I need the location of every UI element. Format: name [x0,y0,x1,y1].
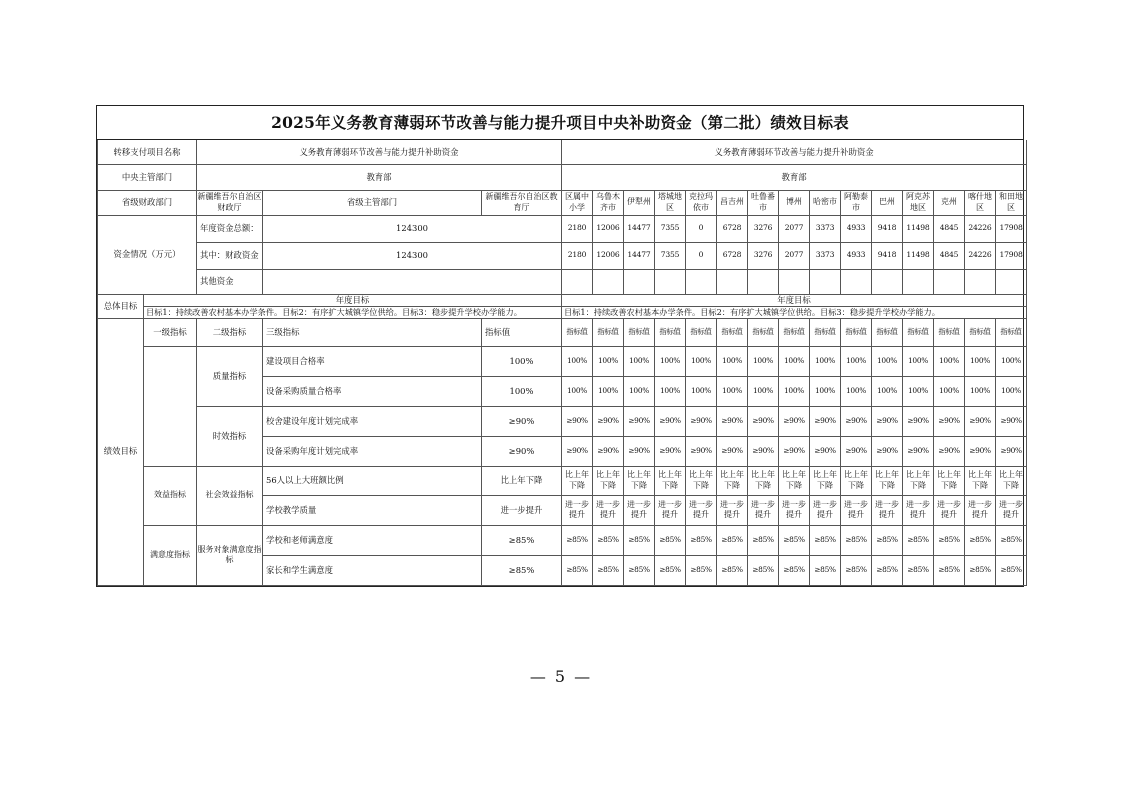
region-finance-value: 3373 [810,242,841,269]
region-indicator-value: ≥90% [934,436,965,466]
region-finance-value: 12006 [593,242,624,269]
level1-output [144,346,197,466]
page-number: — 5 — [529,667,593,686]
level2-social-benefit: 社会效益指标 [197,466,263,525]
region-indicator-value: ≥85% [810,555,841,585]
region-indicator-value: ≥85% [872,525,903,555]
region-finance-value: 3276 [748,242,779,269]
level2-quality: 质量指标 [197,346,263,406]
level1-header: 一级指标 [144,318,197,346]
region-other-value [624,269,655,294]
annual-goal-left-header: 年度目标 [144,294,562,306]
region-indicator-value: ≥85% [624,555,655,585]
indicator-name: 56人以上大班额比例 [263,466,482,495]
region-indicator-value: 比上年下降 [624,466,655,495]
finance-funds-value: 124300 [263,242,562,269]
region-indicator-value: 100% [996,346,1027,376]
indicator-value-header: 指标值 [482,318,562,346]
annual-goal-right-text: 目标1：持续改善农村基本办学条件。目标2：有序扩大城镇学位供给。目标3：稳步提升学校办学能力。 [562,306,1027,318]
region-header: 喀什地区 [965,190,996,215]
indicator-value-header: 指标值 [934,318,965,346]
region-indicator-value: 比上年下降 [934,466,965,495]
region-indicator-value: 比上年下降 [779,466,810,495]
region-indicator-value: 100% [841,346,872,376]
region-indicator-value: 100% [903,376,934,406]
performance-target-sheet [96,105,1024,587]
indicator-name: 学校和老师满意度 [263,525,482,555]
region-finance-value: 11498 [903,242,934,269]
region-total-value: 2180 [562,215,593,242]
other-funds-label: 其他资金 [197,269,263,294]
region-indicator-value: ≥85% [965,555,996,585]
region-indicator-value: 100% [624,346,655,376]
region-indicator-value: ≥85% [655,525,686,555]
prov-dept-name: 新疆维吾尔自治区教育厅 [482,190,562,215]
region-header: 伊犁州 [624,190,655,215]
region-indicator-value: ≥85% [810,525,841,555]
annual-total-value: 124300 [263,215,562,242]
region-total-value: 4933 [841,215,872,242]
indicator-value-header: 指标值 [655,318,686,346]
region-indicator-value: ≥90% [810,406,841,436]
region-total-value: 7355 [655,215,686,242]
region-indicator-value: ≥85% [841,525,872,555]
performance-goal-label: 绩效目标 [98,318,144,585]
region-indicator-value: ≥90% [872,436,903,466]
region-indicator-value: 进一步提升 [748,495,779,525]
region-indicator-value: ≥90% [655,406,686,436]
indicator-target: ≥85% [482,525,562,555]
region-indicator-value: ≥90% [903,436,934,466]
indicator-value-header: 指标值 [810,318,841,346]
region-indicator-value: 比上年下降 [686,466,717,495]
central-dept-label: 中央主管部门 [98,164,197,190]
region-indicator-value: ≥90% [996,436,1027,466]
region-indicator-value: ≥90% [996,406,1027,436]
region-header: 塔城地区 [655,190,686,215]
region-indicator-value: ≥85% [903,555,934,585]
region-header: 阿克苏地区 [903,190,934,215]
region-indicator-value: 100% [748,376,779,406]
region-indicator-value: ≥90% [562,436,593,466]
region-indicator-value: 比上年下降 [872,466,903,495]
region-indicator-value: 进一步提升 [965,495,996,525]
region-indicator-value: 进一步提升 [562,495,593,525]
overall-goal-label: 总体目标 [98,294,144,318]
region-indicator-value: ≥90% [717,436,748,466]
indicator-target: 100% [482,346,562,376]
region-total-value: 24226 [965,215,996,242]
region-indicator-value: 100% [593,346,624,376]
region-indicator-value: 进一步提升 [810,495,841,525]
indicator-value-header: 指标值 [996,318,1027,346]
level1-benefit: 效益指标 [144,466,197,525]
region-total-value: 2077 [779,215,810,242]
region-other-value [748,269,779,294]
region-other-value [717,269,748,294]
region-total-value: 4845 [934,215,965,242]
annual-goal-right-header: 年度目标 [562,294,1027,306]
region-indicator-value: ≥90% [686,406,717,436]
region-other-value [686,269,717,294]
region-indicator-value: 100% [655,346,686,376]
region-header: 和田地区 [996,190,1027,215]
region-header: 阿勒泰市 [841,190,872,215]
finance-funds-label: 其中：财政资金 [197,242,263,269]
indicator-value-header: 指标值 [562,318,593,346]
indicator-target: ≥90% [482,406,562,436]
region-indicator-value: 100% [717,376,748,406]
region-finance-value: 4845 [934,242,965,269]
region-indicator-value: ≥85% [934,555,965,585]
region-indicator-value: 100% [810,376,841,406]
region-indicator-value: ≥85% [717,555,748,585]
region-indicator-value: ≥85% [562,555,593,585]
region-header: 乌鲁木齐市 [593,190,624,215]
region-finance-value: 17908 [996,242,1027,269]
region-indicator-value: 100% [965,346,996,376]
region-indicator-value: 进一步提升 [841,495,872,525]
region-finance-value: 7355 [655,242,686,269]
region-indicator-value: 比上年下降 [562,466,593,495]
region-indicator-value: 100% [593,376,624,406]
region-indicator-value: 进一步提升 [593,495,624,525]
indicator-value-header: 指标值 [717,318,748,346]
region-indicator-value: ≥85% [903,525,934,555]
region-indicator-value: ≥90% [779,436,810,466]
region-other-value [934,269,965,294]
indicator-value-header: 指标值 [779,318,810,346]
project-name-right: 义务教育薄弱环节改善与能力提升补助资金 [562,140,1027,164]
region-indicator-value: 比上年下降 [717,466,748,495]
region-indicator-value: 100% [841,376,872,406]
region-finance-value: 2180 [562,242,593,269]
region-indicator-value: ≥90% [872,406,903,436]
region-other-value [779,269,810,294]
region-indicator-value: 100% [965,376,996,406]
region-other-value [872,269,903,294]
region-finance-value: 0 [686,242,717,269]
region-header: 博州 [779,190,810,215]
indicator-value-header: 指标值 [748,318,779,346]
region-indicator-value: ≥90% [748,406,779,436]
region-finance-value: 6728 [717,242,748,269]
region-other-value [996,269,1027,294]
region-indicator-value: 进一步提升 [717,495,748,525]
region-indicator-value: 进一步提升 [934,495,965,525]
region-indicator-value: ≥90% [624,436,655,466]
indicator-target: ≥85% [482,555,562,585]
indicator-value-header: 指标值 [841,318,872,346]
indicator-value-header: 指标值 [872,318,903,346]
region-indicator-value: 进一步提升 [903,495,934,525]
level2-timeliness: 时效指标 [197,406,263,466]
region-indicator-value: 100% [934,346,965,376]
region-indicator-value: ≥90% [810,436,841,466]
region-finance-value: 24226 [965,242,996,269]
project-name-left: 义务教育薄弱环节改善与能力提升补助资金 [197,140,562,164]
level2-service-satisfaction: 服务对象满意度指标 [197,525,263,585]
region-indicator-value: ≥85% [779,525,810,555]
region-indicator-value: 比上年下降 [810,466,841,495]
indicator-value-header: 指标值 [965,318,996,346]
region-indicator-value: ≥85% [996,555,1027,585]
region-indicator-value: 100% [624,376,655,406]
region-indicator-value: 比上年下降 [593,466,624,495]
region-indicator-value: ≥85% [934,525,965,555]
region-indicator-value: ≥85% [686,555,717,585]
region-indicator-value: 100% [655,376,686,406]
region-indicator-value: ≥85% [655,555,686,585]
region-finance-value: 9418 [872,242,903,269]
region-indicator-value: 100% [872,346,903,376]
region-finance-value: 14477 [624,242,655,269]
region-indicator-value: 进一步提升 [996,495,1027,525]
region-indicator-value: ≥85% [779,555,810,585]
indicator-target: 进一步提升 [482,495,562,525]
region-other-value [593,269,624,294]
project-name-label: 转移支付项目名称 [98,140,197,164]
region-indicator-value: ≥90% [717,406,748,436]
region-indicator-value: ≥90% [779,406,810,436]
region-total-value: 17908 [996,215,1027,242]
region-indicator-value: 比上年下降 [841,466,872,495]
annual-total-label: 年度资金总额： [197,215,263,242]
level3-header: 三级指标 [263,318,482,346]
region-indicator-value: 100% [779,346,810,376]
region-indicator-value: ≥90% [841,436,872,466]
region-indicator-value: ≥90% [965,436,996,466]
indicator-name: 设备采购质量合格率 [263,376,482,406]
region-indicator-value: 进一步提升 [624,495,655,525]
region-finance-value: 4933 [841,242,872,269]
region-indicator-value: 进一步提升 [872,495,903,525]
region-indicator-value: ≥90% [934,406,965,436]
region-indicator-value: 100% [686,376,717,406]
region-indicator-value: 比上年下降 [965,466,996,495]
region-indicator-value: ≥90% [593,436,624,466]
region-indicator-value: ≥90% [655,436,686,466]
region-indicator-value: 进一步提升 [655,495,686,525]
region-indicator-value: ≥85% [686,525,717,555]
region-indicator-value: ≥90% [686,436,717,466]
region-indicator-value: ≥85% [996,525,1027,555]
region-finance-value: 2077 [779,242,810,269]
region-indicator-value: ≥90% [748,436,779,466]
level1-satisfaction: 满意度指标 [144,525,197,585]
region-indicator-value: ≥85% [841,555,872,585]
region-indicator-value: 100% [779,376,810,406]
region-indicator-value: 100% [810,346,841,376]
region-indicator-value: 比上年下降 [748,466,779,495]
prov-finance-label: 省级财政部门 [98,190,197,215]
performance-target-table [97,140,1027,586]
region-indicator-value: 比上年下降 [655,466,686,495]
region-total-value: 9418 [872,215,903,242]
region-other-value [903,269,934,294]
indicator-name: 学校教学质量 [263,495,482,525]
region-indicator-value: ≥85% [717,525,748,555]
region-indicator-value: ≥85% [748,525,779,555]
prov-finance-name: 新疆维吾尔自治区财政厅 [197,190,263,215]
region-indicator-value: 100% [562,346,593,376]
region-indicator-value: ≥85% [872,555,903,585]
region-indicator-value: ≥90% [965,406,996,436]
prov-dept-label: 省级主管部门 [263,190,482,215]
region-indicator-value: 100% [934,376,965,406]
region-total-value: 12006 [593,215,624,242]
level2-header: 二级指标 [197,318,263,346]
region-indicator-value: 进一步提升 [779,495,810,525]
region-header: 吐鲁番市 [748,190,779,215]
region-indicator-value: ≥85% [748,555,779,585]
region-indicator-value: ≥85% [965,525,996,555]
region-indicator-value: 100% [562,376,593,406]
region-indicator-value: ≥90% [593,406,624,436]
region-header: 克拉玛依市 [686,190,717,215]
region-header: 昌吉州 [717,190,748,215]
indicator-target: 100% [482,376,562,406]
funds-label: 资金情况（万元） [98,215,197,294]
region-indicator-value: ≥85% [624,525,655,555]
annual-goal-left-text: 目标1：持续改善农村基本办学条件。目标2：有序扩大城镇学位供给。目标3：稳步提升学校办学能力。 [144,306,562,318]
region-total-value: 3373 [810,215,841,242]
central-dept-left: 教育部 [197,164,562,190]
region-indicator-value: 100% [996,376,1027,406]
indicator-value-header: 指标值 [903,318,934,346]
region-indicator-value: ≥90% [903,406,934,436]
region-indicator-value: ≥85% [593,525,624,555]
region-indicator-value: 100% [717,346,748,376]
indicator-name: 校舍建设年度计划完成率 [263,406,482,436]
region-header: 克州 [934,190,965,215]
region-other-value [655,269,686,294]
region-other-value [562,269,593,294]
region-indicator-value: ≥90% [562,406,593,436]
indicator-target: 比上年下降 [482,466,562,495]
region-indicator-value: 100% [686,346,717,376]
region-indicator-value: 100% [903,346,934,376]
region-indicator-value: 比上年下降 [996,466,1027,495]
region-indicator-value: ≥85% [593,555,624,585]
region-other-value [841,269,872,294]
region-total-value: 11498 [903,215,934,242]
region-other-value [810,269,841,294]
document-title: 2025年义务教育薄弱环节改善与能力提升项目中央补助资金（第二批）绩效目标表 [97,106,1023,140]
region-total-value: 6728 [717,215,748,242]
region-indicator-value: 进一步提升 [686,495,717,525]
region-header: 区属中小学 [562,190,593,215]
other-funds-value [263,269,562,294]
indicator-value-header: 指标值 [686,318,717,346]
region-total-value: 0 [686,215,717,242]
region-indicator-value: 比上年下降 [903,466,934,495]
indicator-target: ≥90% [482,436,562,466]
region-indicator-value: 100% [748,346,779,376]
region-header: 哈密市 [810,190,841,215]
central-dept-right: 教育部 [562,164,1027,190]
region-total-value: 14477 [624,215,655,242]
indicator-value-header: 指标值 [624,318,655,346]
region-indicator-value: ≥85% [562,525,593,555]
indicator-name: 建设项目合格率 [263,346,482,376]
region-indicator-value: ≥90% [841,406,872,436]
region-indicator-value: ≥90% [624,406,655,436]
region-other-value [965,269,996,294]
region-total-value: 3276 [748,215,779,242]
region-indicator-value: 100% [872,376,903,406]
indicator-name: 家长和学生满意度 [263,555,482,585]
region-header: 巴州 [872,190,903,215]
indicator-name: 设备采购年度计划完成率 [263,436,482,466]
indicator-value-header: 指标值 [593,318,624,346]
